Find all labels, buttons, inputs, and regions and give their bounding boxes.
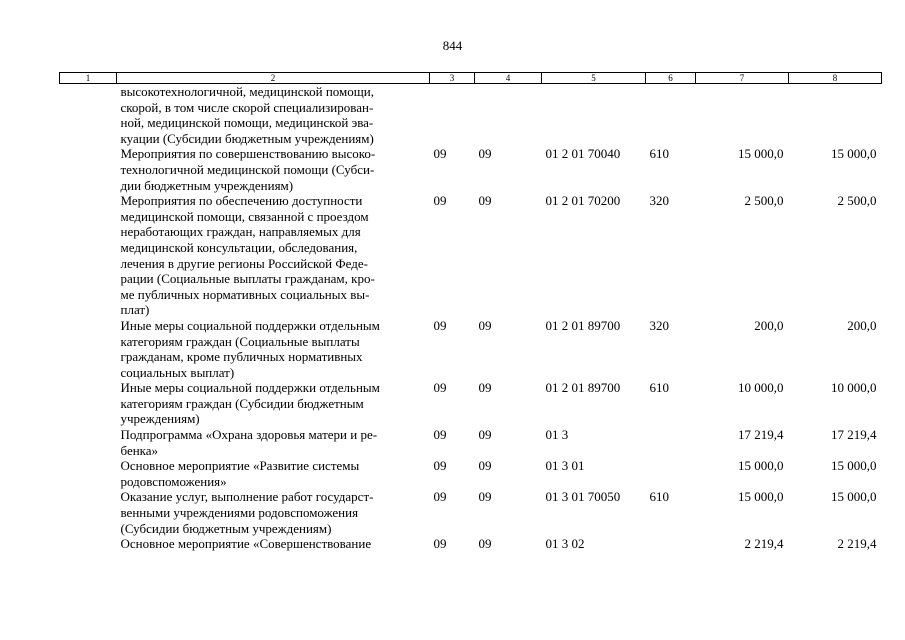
cell-target-article: 01 3 01: [545, 458, 585, 474]
table-row: [60, 380, 882, 427]
cell-target-article: 01 3 02: [545, 536, 585, 552]
description-line: куации (Субсидии бюджетным учреждениям): [120, 130, 374, 146]
cell-section: 09: [433, 380, 447, 396]
table-row: [60, 427, 882, 458]
cell-section: [430, 84, 475, 147]
description-line: Иные меры социальной поддержки отдельным: [120, 380, 380, 396]
cell-col-1: [60, 489, 117, 536]
header-col-2: 2: [117, 73, 430, 84]
cell-amount-2: 2 219,4: [837, 536, 877, 552]
description-line: технологичной медицинской помощи (Субси-: [120, 161, 375, 177]
description-line: социальных выплат): [120, 364, 235, 380]
cell-section: 09: [433, 427, 447, 443]
cell-subsection: 09: [478, 489, 492, 505]
cell-section: 09: [433, 317, 447, 333]
cell-amount-1: 10 000,0: [738, 380, 784, 396]
description-line: (Субсидии бюджетным учреждениям): [120, 520, 332, 536]
description-line: Основное мероприятие «Совершенствование: [120, 536, 372, 552]
cell-expense-type: [646, 458, 696, 489]
cell-col-1: [60, 536, 117, 552]
cell-section: 09: [433, 193, 447, 209]
cell-target-article: 01 2 01 89700: [545, 380, 621, 396]
cell-expense-type: [646, 427, 696, 458]
description-line: категориям граждан (Социальные выплаты: [120, 333, 360, 349]
description-line: родовспоможения»: [120, 473, 227, 489]
description-line: Основное мероприятие «Развитие системы: [120, 458, 360, 474]
page-number: 844: [442, 38, 463, 53]
cell-description: [117, 427, 430, 458]
cell-amount-2: 2 500,0: [837, 193, 877, 209]
budget-table: [59, 72, 882, 552]
cell-description: [117, 84, 430, 147]
cell-target-article: 01 3: [545, 427, 569, 443]
description-line: Иные меры социальной поддержки отдельным: [120, 317, 380, 333]
cell-subsection: 09: [478, 317, 492, 333]
description-line: ме публичных нормативных социальных вы-: [120, 286, 370, 302]
cell-amount-2: 10 000,0: [831, 380, 877, 396]
description-line: Мероприятия по совершенствованию высоко-: [120, 146, 376, 162]
cell-col-1: [60, 458, 117, 489]
cell-subsection: [475, 84, 542, 147]
description-line: рации (Социальные выплаты гражданам, кро-: [120, 271, 375, 287]
cell-subsection: 09: [478, 427, 492, 443]
table-row: [60, 318, 882, 380]
cell-col-1: [60, 193, 117, 318]
header-col-6: 6: [646, 73, 696, 84]
table-row: [60, 84, 882, 147]
cell-col-1: [60, 318, 117, 380]
description-line: категориям граждан (Субсидии бюджетным: [120, 395, 364, 411]
table-row: [60, 146, 882, 193]
cell-subsection: 09: [478, 536, 492, 552]
cell-section: 09: [433, 146, 447, 162]
cell-description: [117, 489, 430, 536]
cell-description: [117, 380, 430, 427]
cell-amount-1: 2 219,4: [744, 536, 784, 552]
table-header: [60, 73, 882, 84]
cell-expense-type: 320: [649, 193, 669, 209]
description-line: Мероприятия по обеспечению доступности: [120, 193, 363, 209]
cell-description: [117, 458, 430, 489]
cell-col-1: [60, 84, 117, 147]
description-line: Подпрограмма «Охрана здоровья матери и ре-: [120, 427, 378, 443]
table-row: [60, 536, 882, 552]
cell-subsection: 09: [478, 380, 492, 396]
description-line: ной, медицинской помощи, медицинской эва-: [120, 115, 374, 131]
cell-subsection: 09: [478, 146, 492, 162]
cell-section: 09: [433, 536, 447, 552]
table-row: [60, 458, 882, 489]
cell-amount-1: 2 500,0: [744, 193, 784, 209]
description-line: медицинской помощи, связанной с проездом: [120, 208, 369, 224]
cell-section: 09: [433, 458, 447, 474]
header-col-1: 1: [60, 73, 117, 84]
description-line: бенка»: [120, 442, 159, 458]
cell-amount-2: 15 000,0: [831, 489, 877, 505]
description-line: гражданам, кроме публичных нормативных: [120, 349, 363, 365]
description-line: высокотехнологичной, медицинской помощи,: [120, 84, 374, 99]
header-col-4: 4: [475, 73, 542, 84]
header-col-7: 7: [696, 73, 789, 84]
cell-amount-1: 200,0: [754, 317, 784, 333]
cell-description: [117, 536, 430, 552]
cell-target-article: 01 2 01 89700: [545, 317, 621, 333]
cell-description: [117, 318, 430, 380]
cell-amount-1: 15 000,0: [738, 146, 784, 162]
description-line: учреждениям): [120, 411, 200, 427]
cell-col-1: [60, 146, 117, 193]
cell-amount-2: [789, 84, 882, 147]
description-line: венными учреждениями родовспоможения: [120, 505, 359, 521]
cell-expense-type: 610: [649, 146, 669, 162]
header-col-3: 3: [430, 73, 475, 84]
cell-amount-1: 15 000,0: [738, 489, 784, 505]
cell-col-1: [60, 380, 117, 427]
cell-expense-type: 320: [649, 317, 669, 333]
table-row: [60, 193, 882, 318]
cell-amount-1: 17 219,4: [738, 427, 784, 443]
cell-expense-type: 610: [649, 380, 669, 396]
cell-amount-1: [696, 84, 789, 147]
cell-amount-2: 15 000,0: [831, 146, 877, 162]
cell-target-article: 01 3 01 70050: [545, 489, 621, 505]
cell-target-article: 01 2 01 70040: [545, 146, 621, 162]
header-col-8: 8: [789, 73, 882, 84]
description-line: дии бюджетным учреждениям): [120, 177, 294, 193]
cell-description: [117, 193, 430, 318]
header-row: [60, 73, 882, 84]
cell-subsection: 09: [478, 458, 492, 474]
cell-subsection: 09: [478, 193, 492, 209]
cell-expense-type: [646, 84, 696, 147]
cell-section: 09: [433, 489, 447, 505]
cell-amount-1: 15 000,0: [738, 458, 784, 474]
description-line: лечения в другие регионы Российской Феде-: [120, 255, 368, 271]
description-line: медицинской консультации, обследования,: [120, 239, 358, 255]
cell-target-article: [542, 84, 646, 147]
description-line: неработающих граждан, направляемых для: [120, 224, 361, 240]
cell-amount-2: 17 219,4: [831, 427, 877, 443]
header-col-5: 5: [542, 73, 646, 84]
cell-amount-2: 15 000,0: [831, 458, 877, 474]
cell-expense-type: [646, 536, 696, 552]
cell-description: [117, 146, 430, 193]
cell-col-1: [60, 427, 117, 458]
description-line: Оказание услуг, выполнение работ государст-: [120, 489, 374, 505]
description-line: плат): [120, 302, 150, 318]
cell-amount-2: 200,0: [847, 317, 877, 333]
description-line: скорой, в том числе скорой специализирован-: [120, 99, 374, 115]
table-row: [60, 489, 882, 536]
cell-expense-type: 610: [649, 489, 669, 505]
table-body: [60, 84, 882, 552]
cell-target-article: 01 2 01 70200: [545, 193, 621, 209]
